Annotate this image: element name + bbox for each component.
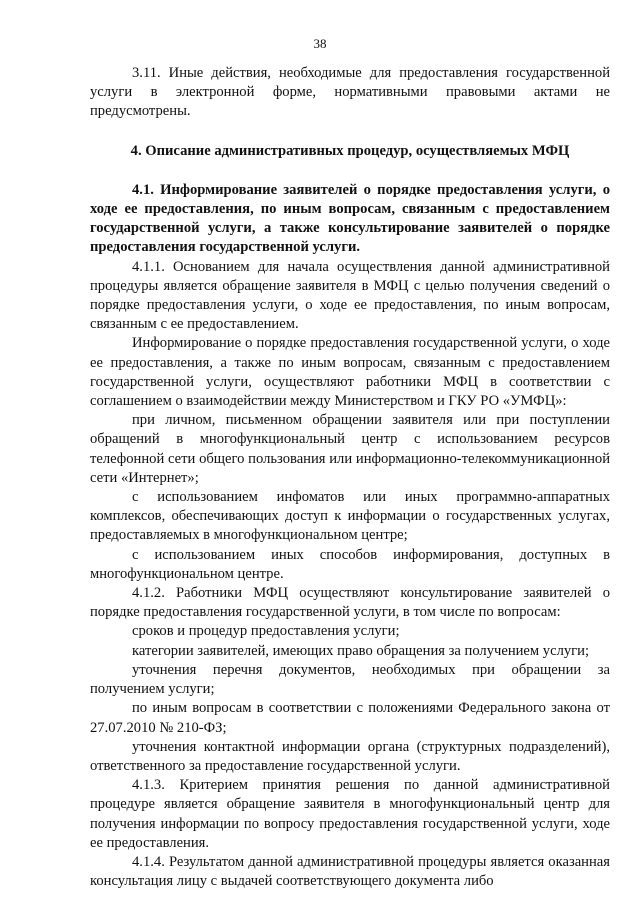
list-item-personal-request: при личном, письменном обращении заявителя или при поступлении обращений в многофункциональный центр с использованием ресурсов телефонной сети общего пользования или информационно-телекоммуникационной сети «Интернет»;: [90, 412, 610, 486]
list-item-federal-law: по иным вопросам в соответствии с положениями Федерального закона от 27.07.2010 № 210-ФЗ;: [90, 700, 610, 736]
paragraph-4-1-2: 4.1.2. Работники МФЦ осуществляют консультирование заявителей о порядке предоставления государственной услуги, в том числе по вопросам:: [90, 585, 610, 621]
paragraph-4-1-4: 4.1.4. Результатом данной административной процедуры является оказанная консультация лицу с выдачей соответствующего документа либо: [90, 853, 610, 890]
list-item-documents: уточнения перечня документов, необходимых при обращении за получением услуги;: [90, 661, 610, 698]
section-heading-4: 4. Описание административных процедур, осуществляемых МФЦ: [130, 142, 570, 159]
document-body: [90, 64, 610, 891]
paragraph-3-11: 3.11. Иные действия, необходимые для предоставления государственной услуги в электронной форме, нормативными правовыми актами не предусмотрены.: [90, 65, 610, 120]
list-item-contact-info: уточнения контактной информации органа (структурных подразделений), ответственного за предоставление государственной услуги.: [90, 738, 610, 774]
paragraph-4-1-3: 4.1.3. Критерием принятия решения по данной административной процедуре является обращение заявителя в многофункциональный центр для получения информации по вопросу предоставления государственной услуги, ходе ее предоставления.: [90, 777, 610, 851]
subsection-heading-4-1: 4.1. Информирование заявителей о порядке предоставления услуги, о ходе ее предоставления, по иным вопросам, связанным с предоставлением государственной услуги, а также консультирование заявителей о порядке предоставления государственной услуги.: [90, 181, 610, 256]
page-number: 38: [313, 36, 327, 51]
list-item-terms: сроков и процедур предоставления услуги;: [132, 623, 400, 640]
list-item-other-methods: с использованием иных способов информирования, доступных в многофункциональном центре.: [90, 546, 610, 582]
list-item-applicant-categories: категории заявителей, имеющих право обращения за получением услуги;: [132, 642, 590, 659]
paragraph-informing: Информирование о порядке предоставления государственной услуги, о ходе ее предоставления, а также по иным вопросам, связанным с предоставлением государственной услуги, осуществляют работники МФЦ в соответствии с соглашением о взаимодействии между Министерством и ГКУ РО «УМФЦ»:: [90, 335, 610, 410]
paragraph-4-1-1: 4.1.1. Основанием для начала осуществления данной административной процедуры является обращение заявителя в МФЦ с целью получения сведений о порядке предоставления услуги, о ходе ее предоставления, по иным вопросам, связанным с ее предоставлением.: [90, 258, 610, 333]
list-item-infomats: с использованием инфоматов или иных программно-аппаратных комплексов, обеспечивающих доступ к информации о государственных услугах, предоставляемых в многофункциональном центре;: [90, 489, 610, 544]
